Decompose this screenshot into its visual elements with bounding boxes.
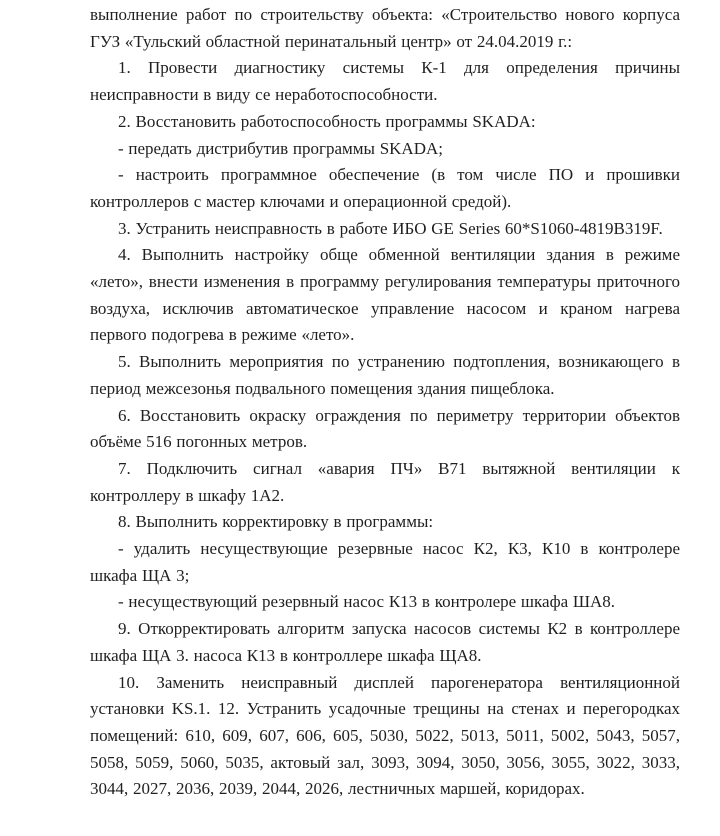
paragraph: - несуществующий резервный насос К13 в контролере шкафа ША8. — [118, 592, 616, 612]
paragraph: 9. Откорректировать алгоритм запуска насосов системы К2 в контроллере шкафа ЩА 3. насоса К13 в контроллере шкафа ЩА8. — [90, 619, 680, 665]
paragraph: 8. Выполнить корректировку в программы: — [118, 512, 434, 532]
paragraph: 1. Провести диагностику системы К-1 для определения причины неисправности в виду се неработоспособности. — [90, 58, 680, 105]
document-body — [90, 2, 680, 803]
paragraph: 2. Восстановить работоспособность программы SKADA: — [118, 111, 536, 131]
paragraph: 6. Восстановить окраску ограждения по периметру территории объектов объёме 516 погонных метров. — [90, 405, 680, 452]
paragraph: 3. Устранить неисправность в работе ИБО GE Series 60*S1060-4819B319F. — [118, 218, 663, 238]
paragraph: 7. Подключить сигнал «авария ПЧ» В71 вытяжной вентиляции к контроллеру в шкафу 1А2. — [90, 458, 680, 505]
paragraph: 5. Выполнить мероприятия по устранению подтопления, возникающего в период межсезонья подвального помещения здания пищеблока. — [90, 352, 680, 398]
paragraph: выполнение работ по строительству объекта: «Строительство нового корпуса ГУЗ «Тульский областной перинатальный центр» от 24.04.2019 г.: — [90, 5, 680, 51]
paragraph: 4. Выполнить настройку обще обменной вентиляции здания в режиме «лето», внести изменения в программу регулирования температуры приточного воздуха, исключив автоматическое управление насосом и краном нагрева первого подогрева в режиме «лето». — [90, 245, 680, 345]
paragraph: - передать дистрибутив программы SKADA; — [118, 138, 443, 158]
paragraph: - удалить несуществующие резервные насос К2, К3, К10 в контролере шкафа ЩА 3; — [90, 539, 680, 585]
paragraph: 10. Заменить неисправный дисплей парогенератора вентиляционной установки KS.1. 12. Устранить усадочные трещины на стенах и перегородках помещений: 610, 609, 607, 606, 605, 5030, 5022, 5013, 5011, 5002, 5043, 5057, 5058, 5059, 5060, 5035, актовый зал, 3093, 3094, 3050, 3056, 3055, 3022, 3033, 3044, 2027, 2036, 2039, 2044, 2026, лестничных маршей, коридорах. — [90, 672, 680, 799]
paragraph: - настроить программное обеспечение (в том числе ПО и прошивки контроллеров с мастер ключами и операционной средой). — [90, 165, 680, 211]
